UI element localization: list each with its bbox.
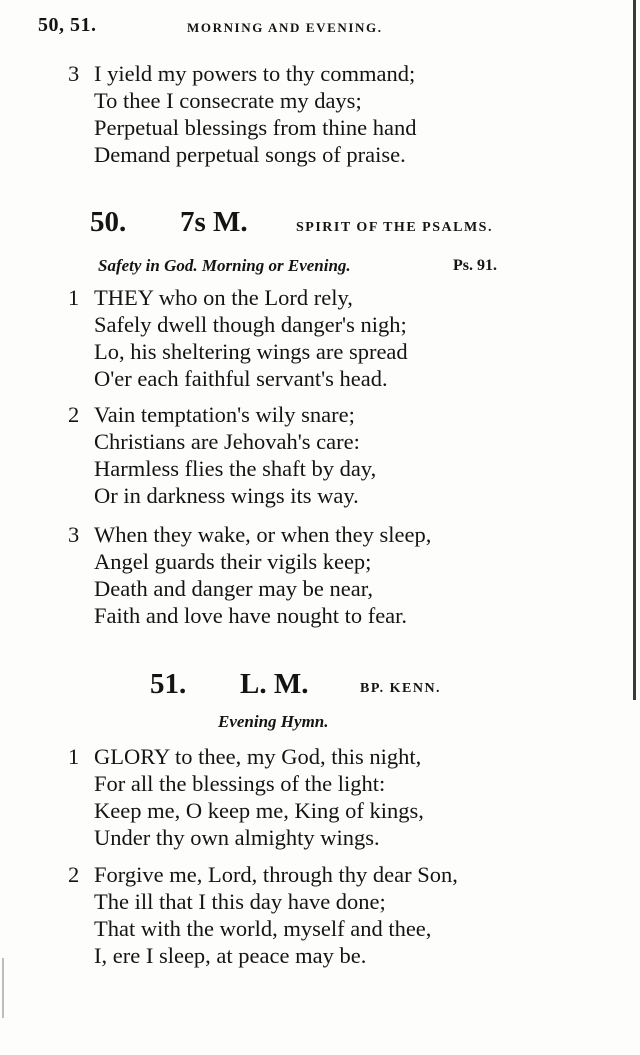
verse-line: Death and danger may be near, bbox=[94, 576, 373, 601]
verse-number: 1 bbox=[68, 744, 80, 769]
verse-line: Under thy own almighty wings. bbox=[94, 825, 380, 850]
hymn-subtitle: Safety in God. Morning or Evening. bbox=[98, 256, 351, 275]
verse-line: Harmless flies the shaft by day, bbox=[94, 456, 377, 481]
verse-number: 3 bbox=[68, 522, 80, 547]
psalm-reference: Ps. 91. bbox=[453, 257, 497, 274]
verse-line: I yield my powers to thy command; bbox=[94, 61, 416, 86]
hymn-source: SPIRIT OF THE PSALMS. bbox=[296, 220, 493, 235]
verse-line: GLORY to thee, my God, this night, bbox=[94, 744, 422, 769]
verse-line: Perpetual blessings from thine hand bbox=[94, 115, 417, 140]
verse-number: 2 bbox=[68, 862, 80, 887]
verse-line: The ill that I this day have done; bbox=[94, 889, 386, 914]
verse-line: Angel guards their vigils keep; bbox=[94, 549, 372, 574]
hymn-meter: 7s M. bbox=[180, 206, 248, 238]
verse-line: Lo, his sheltering wings are spread bbox=[94, 339, 408, 364]
verse-line: Forgive me, Lord, through thy dear Son, bbox=[94, 862, 458, 887]
verse-line: Safely dwell though danger's nigh; bbox=[94, 312, 407, 337]
verse-line: For all the blessings of the light: bbox=[94, 771, 386, 796]
verse-line: Christians are Jehovah's care: bbox=[94, 429, 360, 454]
verse-number: 3 bbox=[68, 61, 80, 86]
verse-number: 1 bbox=[68, 285, 80, 310]
verse-line: Faith and love have nought to fear. bbox=[94, 603, 408, 628]
hymn-number: 50. bbox=[90, 206, 127, 238]
running-title: MORNING AND EVENING. bbox=[187, 20, 383, 35]
page-numbers: 50, 51. bbox=[38, 14, 97, 36]
verse-line: Vain temptation's wily snare; bbox=[94, 402, 355, 427]
verse-line: To thee I consecrate my days; bbox=[94, 88, 362, 113]
hymn-number: 51. bbox=[150, 668, 187, 700]
hymn-source: BP. KENN. bbox=[360, 681, 442, 696]
hymn-subtitle: Evening Hymn. bbox=[218, 712, 329, 731]
verse-line: THEY who on the Lord rely, bbox=[94, 285, 353, 310]
verse-line: I, ere I sleep, at peace may be. bbox=[94, 943, 367, 968]
verse-number: 2 bbox=[68, 402, 80, 427]
hymn-meter: L. M. bbox=[240, 668, 309, 700]
verse-line: Demand perpetual songs of praise. bbox=[94, 142, 406, 167]
verse-line: Or in darkness wings its way. bbox=[94, 483, 359, 508]
verse-line: When they wake, or when they sleep, bbox=[94, 522, 432, 547]
verse-line: Keep me, O keep me, King of kings, bbox=[94, 798, 424, 823]
page-edge-rule bbox=[633, 0, 636, 700]
verse-line: That with the world, myself and thee, bbox=[94, 916, 432, 941]
page-edge-mark bbox=[2, 958, 4, 1018]
verse-line: O'er each faithful servant's head. bbox=[94, 366, 388, 391]
